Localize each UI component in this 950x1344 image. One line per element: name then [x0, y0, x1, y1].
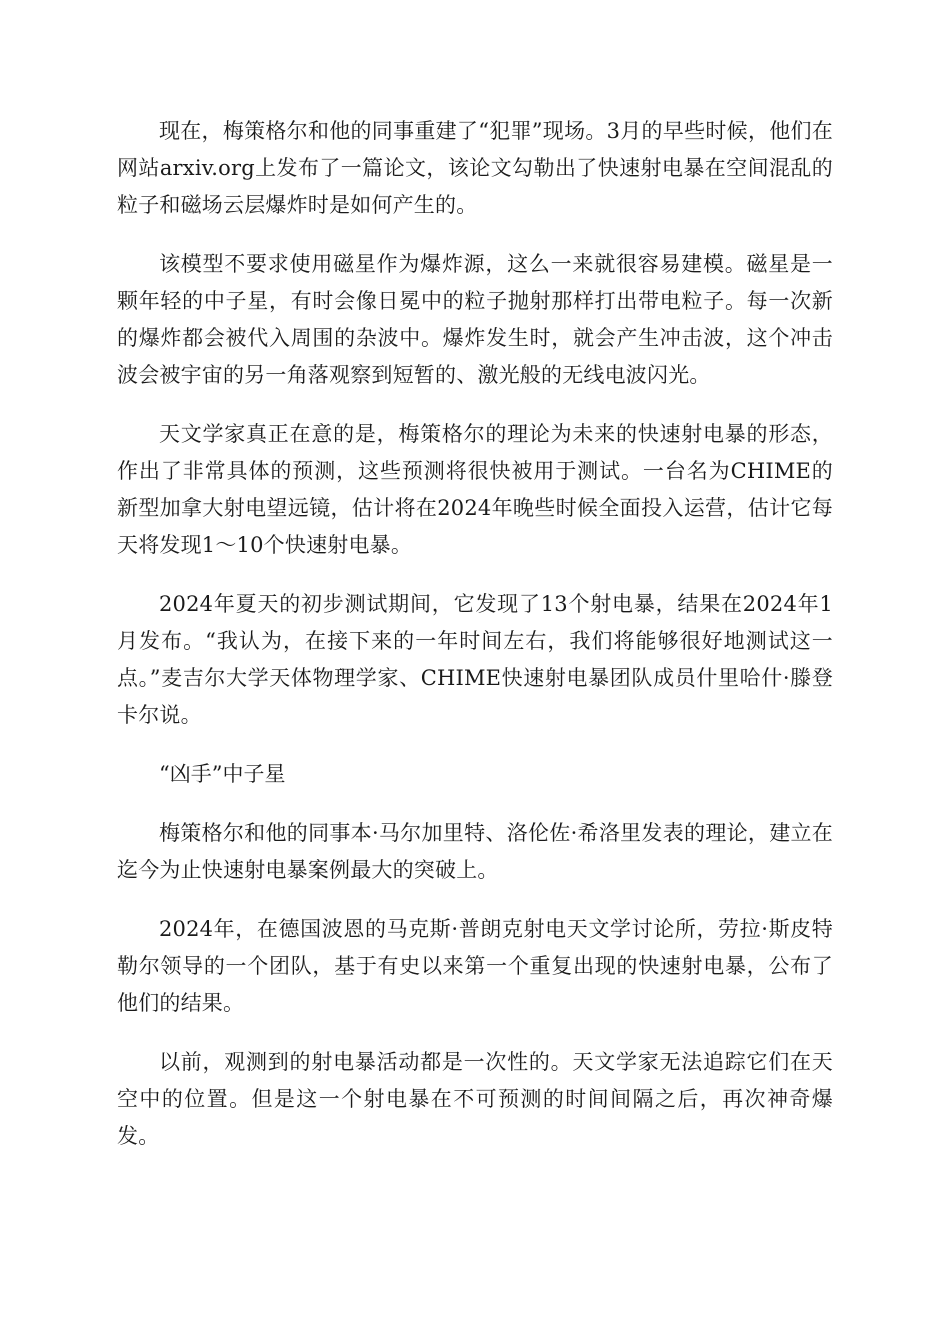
paragraph-2: 该模型不要求使用磁星作为爆炸源，这么一来就很容易建模。磁星是一颗年轻的中子星，有时会像日冕中的粒子抛射那样打出带电粒子。每一次新的爆炸都会被代入周围的杂波中。爆炸发生时，就会产生冲击波，这个冲击波会被宇宙的另一角落观察到短暂的、激光般的无线电波闪光。: [117, 252, 833, 387]
paragraph-3: 天文学家真正在意的是，梅策格尔的理论为未来的快速射电暴的形态，作出了非常具体的预测，这些预测将很快被用于测试。一台名为CHIME的新型加拿大射电望远镜，估计将在2024年晚些时候全面投入运营，估计它每天将发现1～10个快速射电暴。: [117, 422, 833, 557]
paragraph-4: 2024年夏天的初步测试期间，它发现了13个射电暴，结果在2024年1月发布。“我认为，在接下来的一年时间左右，我们将能够很好地测试这一点。”麦吉尔大学天体物理学家、CHIME快速射电暴团队成员什里哈什·滕登卡尔说。: [117, 592, 833, 727]
paragraph-1: 现在，梅策格尔和他的同事重建了“犯罪”现场。3月的早些时候，他们在网站arxiv.org上发布了一篇论文，该论文勾勒出了快速射电暴在空间混乱的粒子和磁场云层爆炸时是如何产生的。: [117, 119, 833, 217]
section-subheading: “凶手”中子星: [159, 762, 286, 786]
paragraph-5: 梅策格尔和他的同事本·马尔加里特、洛伦佐·希洛里发表的理论，建立在迄今为止快速射电暴案例最大的突破上。: [117, 821, 833, 882]
paragraph-6: 2024年，在德国波恩的马克斯·普朗克射电天文学讨论所，劳拉·斯皮特勒尔领导的一个团队，基于有史以来第一个重复出现的快速射电暴，公布了他们的结果。: [117, 917, 833, 1015]
paragraph-7: 以前，观测到的射电暴活动都是一次性的。天文学家无法追踪它们在天空中的位置。但是这一个射电暴在不可预测的时间间隔之后，再次神奇爆发。: [117, 1050, 833, 1148]
document-body: [117, 113, 833, 1177]
